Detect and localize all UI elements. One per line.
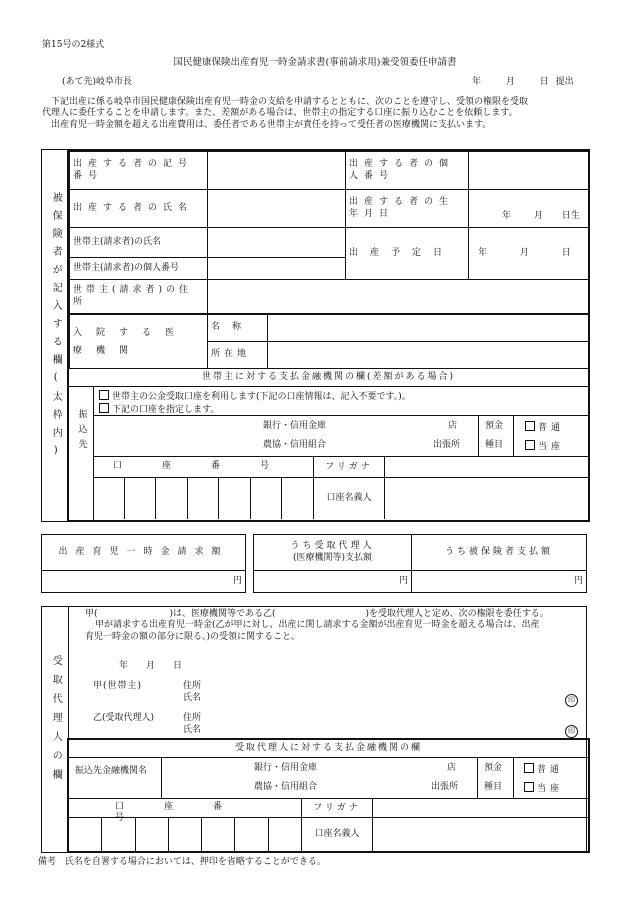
head-address-field[interactable] <box>208 280 589 314</box>
form-number: 第15号の2様式 <box>42 40 105 50</box>
furigana-field[interactable] <box>373 799 588 818</box>
insured-side-label: 被保険者が記入する欄(太枠内) <box>41 149 69 522</box>
remarks-text: 氏名を自署する場合においては、押印を省略することができる。 <box>64 857 326 867</box>
option-futsu[interactable]: 普通 <box>525 421 564 434</box>
agent-date[interactable]: 年 月 日 <box>119 661 183 671</box>
submit-date: 年 月 日 提出 <box>472 77 574 87</box>
label-branch: 店 <box>447 763 457 773</box>
remarks <box>38 857 326 868</box>
delegation-text-1: 甲( )は、医療機関等である乙( )を受取代理人と定め、次の権限を委任する。 <box>85 609 549 619</box>
insured-paid-amount[interactable]: 円 <box>412 571 587 593</box>
option-toza[interactable]: 当座 <box>525 440 564 453</box>
account-number-block <box>93 457 588 519</box>
option-futsu[interactable]: 普通 <box>524 763 563 776</box>
seal-icon: 印 <box>565 725 578 738</box>
label-deposit-kind: 種目 <box>485 440 504 450</box>
label-deposit: 預金 <box>485 421 504 431</box>
label-sub-branch: 出張所 <box>431 782 459 792</box>
label-bank: 銀行・信用金庫 <box>254 763 318 773</box>
remarks-label: 備考 <box>38 857 57 867</box>
delegation-text-3: 育児一時金の額の部分に限る。)の受領に関すること。 <box>85 631 301 642</box>
label-hosp-addr: 所在地 <box>208 342 268 369</box>
label-head-name: 世帯主(請求者)の氏名 <box>70 228 208 258</box>
label-deposit-kind: 種目 <box>484 782 503 792</box>
label-kou: 甲(世帯主) <box>93 681 143 691</box>
transfer-label: 振込先 <box>69 387 94 520</box>
amounts-table <box>41 534 587 593</box>
label-hosp-name: 名称 <box>208 315 268 342</box>
label-otsu: 乙(受取代理人) <box>93 713 155 723</box>
label-bank: 銀行・信用金庫 <box>263 421 327 431</box>
label-otsu-addr: 住所 <box>183 713 202 723</box>
label-agent-bank-name: 振込先金融機関名 <box>75 766 148 776</box>
label-coop: 農協・信用組合 <box>263 440 327 450</box>
hosp-name-field[interactable] <box>268 315 589 342</box>
label-birth-dob: 出産する者の生年月日 <box>346 190 469 228</box>
agent-account-block <box>69 799 588 851</box>
label-otsu-name: 氏名 <box>183 725 202 735</box>
account-digit-boxes[interactable] <box>93 478 314 519</box>
label-birth-name: 出産する者の氏名 <box>70 190 208 228</box>
seal-icon: 印 <box>565 694 578 707</box>
account-digit-boxes[interactable] <box>69 818 302 851</box>
label-kou-addr: 住所 <box>183 681 202 691</box>
agent-side-label: 受取代理人の欄 <box>41 606 69 853</box>
birth-individual-field[interactable] <box>469 152 589 190</box>
head-individual-field[interactable] <box>208 258 346 280</box>
head-name-field[interactable] <box>208 228 346 258</box>
label-account-holder: 口座名義人 <box>302 818 373 851</box>
label-account-no: 口座番号 <box>93 457 314 478</box>
label-hospital: 入院する医療機関 <box>70 315 208 369</box>
addressee: (あて先)岐阜市長 <box>62 77 133 87</box>
checkbox-icon[interactable] <box>99 390 109 400</box>
option-specified-account[interactable]: 下記の口座を指定します。 <box>93 403 588 416</box>
agent-bank-row <box>69 758 588 799</box>
option-toza[interactable]: 当座 <box>524 782 563 795</box>
agent-paid-amount[interactable]: 円 <box>254 571 412 593</box>
label-insured-paid: うち被保険者支払額 <box>412 535 587 571</box>
option-public-account[interactable]: 世帯主の公金受取口座を利用します(下記の口座情報は、記入不要です。)。 <box>93 387 588 403</box>
label-sub-branch: 出張所 <box>433 440 461 450</box>
furigana-field[interactable] <box>385 457 588 478</box>
label-head-individual: 世帯主(請求者)の個人番号 <box>70 258 208 280</box>
lump-sum-amount[interactable]: 円 <box>42 571 246 593</box>
label-account-no: 口座番号 <box>69 799 302 818</box>
label-account-holder: 口座名義人 <box>314 478 385 519</box>
label-furigana: フリガナ <box>302 799 373 818</box>
bank-row <box>93 416 588 457</box>
intro-text: 下記出産に係る岐阜市国民健康保険出産育児一時金の支給を申請するとともに、次のことを遵守し、受領の権限を受取 代理人に委任することを申請します。また、差額がある場合は、世帯主の指定する口座に振り込むことを依頼します。 出産育児一時金額を超える出産費用は、委任者である世帯主が責任を持って受任者の医療機関に支払います。 <box>42 97 529 130</box>
account-options <box>93 387 588 416</box>
form-title: 国民健康保険出産育児一時金請求書(事前請求用)兼受領委任申請書 <box>173 57 457 68</box>
hosp-addr-field[interactable] <box>268 342 589 369</box>
label-lump-sum: 出産育児一時金請求額 <box>42 535 246 571</box>
agent-bank-header: 受取代理人に対する支払金融機関の欄 <box>69 740 588 758</box>
bank-header: 世帯主に対する支払金融機関の欄(差額がある場合) <box>69 369 588 387</box>
birth-symbol-field[interactable] <box>208 152 346 190</box>
birth-dob-field[interactable]: 年 月 日生 <box>469 190 589 228</box>
insured-section <box>67 149 590 522</box>
account-holder-field[interactable] <box>385 478 588 519</box>
label-branch: 店 <box>448 421 458 431</box>
due-date-field[interactable]: 年 月 日 <box>469 228 589 280</box>
account-holder-field[interactable] <box>373 818 588 851</box>
birth-name-field[interactable] <box>208 190 346 228</box>
label-kou-name: 氏名 <box>183 693 202 703</box>
label-coop: 農協・信用組合 <box>254 782 318 792</box>
label-birth-individual: 出産する者の個人番号 <box>346 152 469 190</box>
label-due-date: 出産予定日 <box>346 228 469 280</box>
label-head-address: 世帯主(請求者)の住所 <box>70 280 208 314</box>
label-deposit: 預金 <box>484 763 503 773</box>
label-agent-paid: うち受取代理人 (医療機関等)支払額 <box>254 535 412 571</box>
checkbox-icon[interactable] <box>99 403 109 413</box>
delegation-text-2: 甲が請求する出産育児一時金(乙が甲に対し、出産に関し請求する金額が出産育児一時金を超える場合は、出産 <box>95 620 540 631</box>
label-birth-symbol: 出産する者の記号番号 <box>70 152 208 190</box>
agent-bank-section <box>67 738 590 853</box>
label-furigana: フリガナ <box>314 457 385 478</box>
